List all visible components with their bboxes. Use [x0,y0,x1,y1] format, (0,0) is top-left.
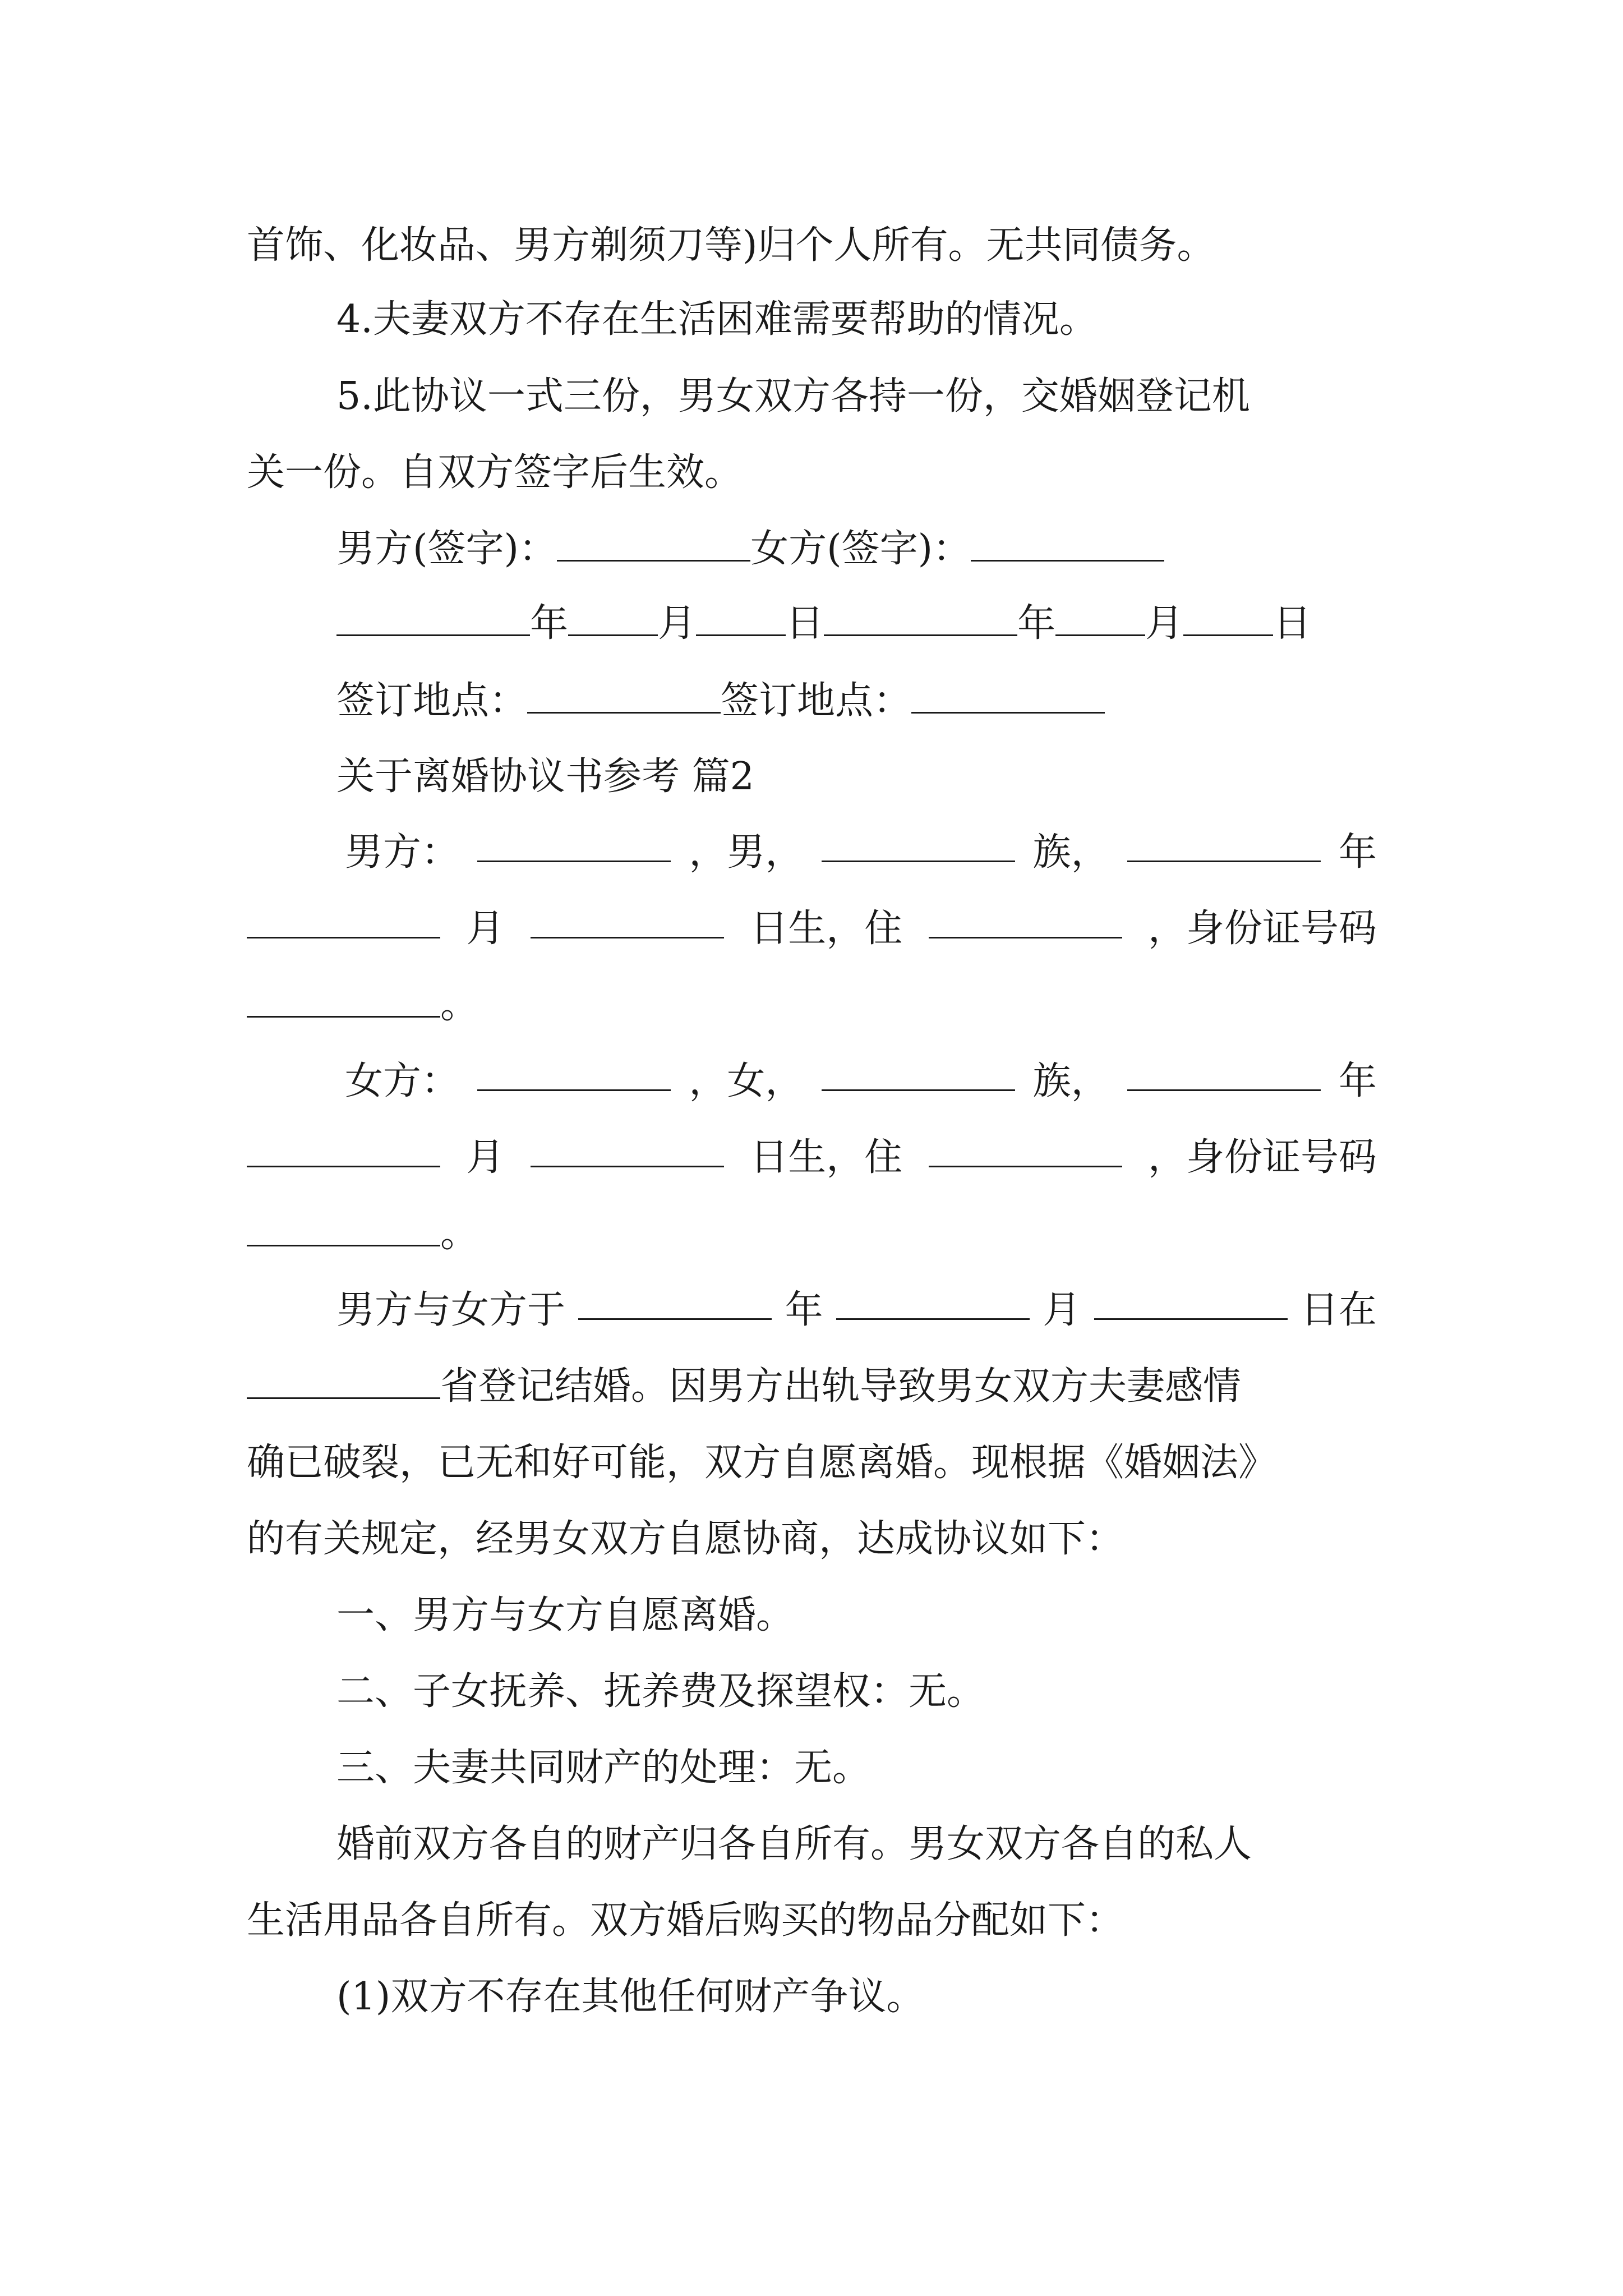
year-label: 年 [1017,601,1056,646]
month-label: 月 [1043,1288,1081,1332]
married-day-label: 日在 [1300,1288,1377,1332]
male-id-blank[interactable] [247,986,440,1018]
married-intro: 男方与女方于 [336,1288,566,1332]
female-month-blank[interactable] [247,1135,440,1167]
text-content: 首饰、化妆品、男方剃须刀等)归个人所有。无共同债务。 [247,223,1215,268]
male-info-line [247,907,1377,951]
text-line [247,223,1377,268]
male-day-blank[interactable] [531,907,724,938]
female-address-blank[interactable] [929,1135,1122,1167]
text-line [247,1364,1241,1409]
female-name-blank[interactable] [477,1059,671,1091]
text-content: 一、男方与女方自愿离婚。 [336,1593,795,1637]
male-label: 男方： [345,830,460,875]
period: 。 [440,1212,479,1256]
female-signature-blank[interactable] [971,530,1164,562]
male-signature-blank[interactable] [557,530,750,562]
text-content: (1)双方不存在其他任何财产争议。 [336,1975,925,2019]
male-signature-label: 男方(签字)： [336,527,557,571]
month-blank[interactable] [568,604,658,636]
month-label: 月 [658,601,697,646]
day-blank[interactable] [696,604,786,636]
married-month-blank[interactable] [836,1288,1030,1320]
text-content: 生活用品各自所有。双方婚后购买的物品分配如下： [247,1898,1124,1943]
place-line [336,679,1105,724]
heading-text: 关于离婚协议书参考 篇2 [336,754,754,799]
place-label: 签订地点： [721,679,912,723]
day-label: 日 [1273,601,1312,646]
id-label: ，身份证号码 [1147,907,1377,951]
id-label: ，身份证号码 [1147,1135,1377,1180]
married-day-blank[interactable] [1094,1288,1288,1320]
list-item [336,1669,985,1714]
male-gender: ，男， [689,830,804,875]
born-label: 日生，住 [750,1135,903,1180]
place-label: 签订地点： [336,679,528,723]
day-label: 日 [786,601,824,646]
list-item [336,1593,794,1638]
text-content: 的有关规定，经男女双方自愿协商，达成协议如下： [247,1517,1124,1561]
ethnic-label: 族， [1032,1059,1109,1103]
province-blank[interactable] [247,1367,440,1399]
male-year-blank[interactable] [1127,830,1321,862]
place-blank[interactable] [527,682,721,714]
year-label: 年 [1338,830,1377,875]
text-line [247,450,743,495]
male-info-line [247,983,478,1028]
text-content: 婚前双方各自的财产归各自所有。男女双方各自的私人 [336,1822,1252,1866]
text-line [336,297,1098,342]
text-line [336,1822,1252,1867]
male-ethnic-blank[interactable] [822,830,1015,862]
female-id-blank[interactable] [247,1214,440,1246]
female-gender: ，女， [689,1059,804,1103]
year-label: 年 [785,1288,823,1332]
marriage-line [336,1288,1377,1333]
married-year-blank[interactable] [578,1288,772,1320]
year-label: 年 [1338,1059,1377,1103]
text-content: 省登记结婚。因男方出轨导致男女双方夫妻感情 [440,1364,1242,1409]
signature-line [336,527,1164,572]
text-line [247,1898,1124,1943]
year-blank[interactable] [336,604,530,636]
month-label: 月 [1145,601,1184,646]
list-item [336,1746,870,1791]
period: 。 [440,983,479,1027]
female-day-blank[interactable] [531,1135,724,1167]
text-content: 5.此协议一式三份，男女双方各持一份，交婚姻登记机 [336,374,1250,418]
place-blank[interactable] [911,682,1105,714]
text-content: 二、子女抚养、抚养费及探望权：无。 [336,1669,985,1714]
list-item [336,1975,924,2019]
month-label: 月 [466,1135,505,1180]
date-line [336,601,1311,646]
male-info-line [345,830,1377,875]
female-info-line [247,1212,478,1257]
text-content: 关一份。自双方签字后生效。 [247,450,743,495]
day-blank[interactable] [1183,604,1273,636]
male-month-blank[interactable] [247,907,440,938]
text-line [247,1441,1276,1485]
female-ethnic-blank[interactable] [822,1059,1015,1091]
text-line [247,1517,1124,1562]
female-info-line [247,1135,1377,1180]
month-blank[interactable] [1055,604,1145,636]
male-name-blank[interactable] [477,830,671,862]
female-label: 女方： [345,1059,460,1103]
text-content: 4.夫妻双方不存在生活困难需要帮助的情况。 [336,297,1098,342]
male-address-blank[interactable] [929,907,1122,938]
female-year-blank[interactable] [1127,1059,1321,1091]
text-content: 三、夫妻共同财产的处理：无。 [336,1746,871,1790]
month-label: 月 [466,907,505,951]
born-label: 日生，住 [750,907,903,951]
text-line [336,374,1377,419]
ethnic-label: 族， [1032,830,1109,875]
female-info-line [345,1059,1377,1104]
year-blank[interactable] [824,604,1017,636]
year-label: 年 [530,601,569,646]
text-content: 确已破裂，已无和好可能，双方自愿离婚。现根据《婚姻法》 [247,1441,1277,1485]
section-heading [336,754,754,799]
female-signature-label: 女方(签字)： [750,527,971,571]
